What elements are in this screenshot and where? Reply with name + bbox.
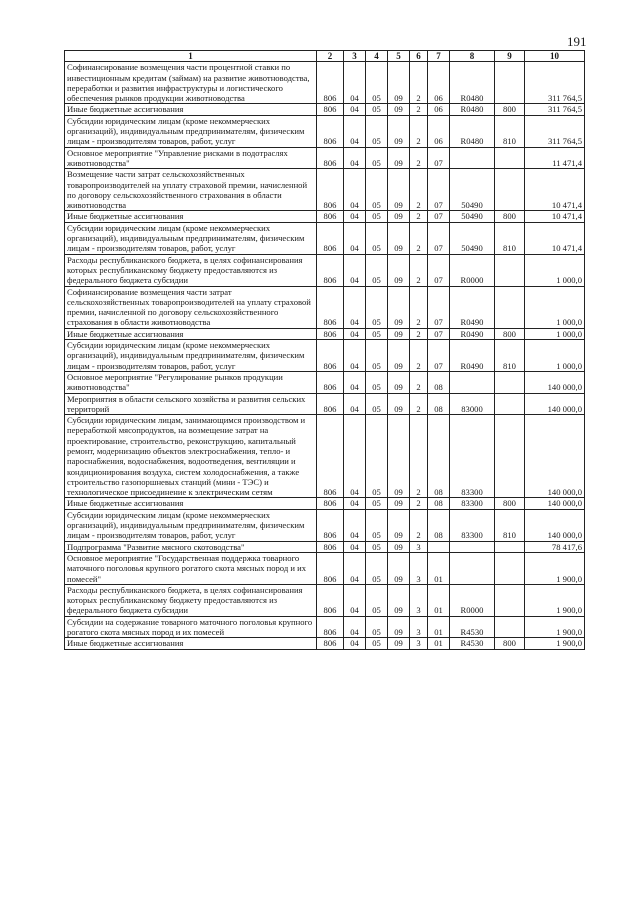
cell-direction: R0490 bbox=[450, 286, 495, 328]
cell-program: 09 bbox=[388, 169, 410, 211]
row-description: Иные бюджетные ассигнования bbox=[65, 211, 317, 222]
cell-program: 09 bbox=[388, 115, 410, 147]
cell-amount: 78 417,6 bbox=[525, 541, 585, 552]
cell-section: 04 bbox=[344, 286, 366, 328]
cell-section: 04 bbox=[344, 328, 366, 339]
cell-section: 04 bbox=[344, 552, 366, 584]
cell-amount: 140 000,0 bbox=[525, 509, 585, 541]
cell-direction: 83300 bbox=[450, 415, 495, 498]
table-row bbox=[65, 104, 585, 115]
cell-program: 09 bbox=[388, 328, 410, 339]
cell-ministry: 806 bbox=[317, 169, 344, 211]
cell-program: 09 bbox=[388, 393, 410, 415]
cell-direction: R0000 bbox=[450, 584, 495, 616]
cell-event: 07 bbox=[428, 328, 450, 339]
cell-subprogram: 3 bbox=[410, 552, 428, 584]
cell-subsection: 05 bbox=[366, 254, 388, 286]
cell-expense-type bbox=[495, 254, 525, 286]
cell-subsection: 05 bbox=[366, 222, 388, 254]
cell-amount: 1 900,0 bbox=[525, 552, 585, 584]
cell-direction: 50490 bbox=[450, 222, 495, 254]
cell-amount: 10 471,4 bbox=[525, 169, 585, 211]
cell-ministry: 806 bbox=[317, 393, 344, 415]
header-cell: 1 bbox=[65, 51, 317, 62]
cell-ministry: 806 bbox=[317, 104, 344, 115]
cell-ministry: 806 bbox=[317, 552, 344, 584]
table-row bbox=[65, 371, 585, 393]
cell-section: 04 bbox=[344, 222, 366, 254]
cell-amount: 140 000,0 bbox=[525, 371, 585, 393]
cell-direction: 83300 bbox=[450, 498, 495, 509]
row-description: Подпрограмма "Развитие мясного скотоводства" bbox=[65, 541, 317, 552]
cell-expense-type bbox=[495, 62, 525, 104]
cell-ministry: 806 bbox=[317, 541, 344, 552]
cell-section: 04 bbox=[344, 509, 366, 541]
cell-ministry: 806 bbox=[317, 115, 344, 147]
cell-subsection: 05 bbox=[366, 211, 388, 222]
budget-table bbox=[64, 50, 585, 650]
cell-amount: 1 000,0 bbox=[525, 328, 585, 339]
table-row bbox=[65, 211, 585, 222]
cell-amount: 1 900,0 bbox=[525, 616, 585, 638]
cell-direction bbox=[450, 552, 495, 584]
cell-subprogram: 2 bbox=[410, 371, 428, 393]
cell-subprogram: 2 bbox=[410, 211, 428, 222]
cell-subsection: 05 bbox=[366, 340, 388, 372]
cell-event: 07 bbox=[428, 169, 450, 211]
cell-event: 08 bbox=[428, 509, 450, 541]
cell-direction: 50490 bbox=[450, 211, 495, 222]
row-description: Основное мероприятие "Управление рисками в подотраслях животноводства" bbox=[65, 147, 317, 169]
cell-subprogram: 2 bbox=[410, 340, 428, 372]
cell-ministry: 806 bbox=[317, 328, 344, 339]
cell-amount: 10 471,4 bbox=[525, 211, 585, 222]
header-cell: 7 bbox=[428, 51, 450, 62]
cell-subprogram: 2 bbox=[410, 62, 428, 104]
cell-direction: 83000 bbox=[450, 393, 495, 415]
cell-amount: 1 900,0 bbox=[525, 584, 585, 616]
row-description: Субсидии на содержание товарного маточного поголовья крупного рогатого скота мясных пород и их помесей bbox=[65, 616, 317, 638]
cell-program: 09 bbox=[388, 371, 410, 393]
table-row bbox=[65, 62, 585, 104]
cell-event: 01 bbox=[428, 638, 450, 649]
cell-amount: 1 000,0 bbox=[525, 340, 585, 372]
cell-event: 07 bbox=[428, 340, 450, 372]
cell-program: 09 bbox=[388, 62, 410, 104]
cell-section: 04 bbox=[344, 104, 366, 115]
cell-ministry: 806 bbox=[317, 509, 344, 541]
cell-section: 04 bbox=[344, 498, 366, 509]
cell-subprogram: 2 bbox=[410, 115, 428, 147]
cell-section: 04 bbox=[344, 415, 366, 498]
cell-expense-type: 810 bbox=[495, 222, 525, 254]
row-description: Иные бюджетные ассигнования bbox=[65, 104, 317, 115]
table-row bbox=[65, 254, 585, 286]
row-description: Мероприятия в области сельского хозяйства и развития сельских территорий bbox=[65, 393, 317, 415]
cell-subsection: 05 bbox=[366, 147, 388, 169]
cell-amount: 140 000,0 bbox=[525, 415, 585, 498]
cell-expense-type bbox=[495, 415, 525, 498]
cell-direction: R0480 bbox=[450, 62, 495, 104]
cell-subsection: 05 bbox=[366, 371, 388, 393]
cell-subsection: 05 bbox=[366, 62, 388, 104]
cell-section: 04 bbox=[344, 340, 366, 372]
cell-subsection: 05 bbox=[366, 541, 388, 552]
table-row bbox=[65, 328, 585, 339]
cell-subprogram: 3 bbox=[410, 584, 428, 616]
cell-direction: R0480 bbox=[450, 115, 495, 147]
cell-subprogram: 2 bbox=[410, 328, 428, 339]
cell-direction: R0480 bbox=[450, 104, 495, 115]
cell-expense-type bbox=[495, 552, 525, 584]
cell-event: 08 bbox=[428, 371, 450, 393]
cell-ministry: 806 bbox=[317, 371, 344, 393]
cell-expense-type bbox=[495, 393, 525, 415]
table-row bbox=[65, 498, 585, 509]
header-cell: 4 bbox=[366, 51, 388, 62]
cell-amount: 311 764,5 bbox=[525, 115, 585, 147]
cell-expense-type: 800 bbox=[495, 211, 525, 222]
header-cell: 2 bbox=[317, 51, 344, 62]
table-row bbox=[65, 340, 585, 372]
cell-event: 08 bbox=[428, 393, 450, 415]
cell-program: 09 bbox=[388, 415, 410, 498]
table-row bbox=[65, 393, 585, 415]
cell-amount: 1 900,0 bbox=[525, 638, 585, 649]
cell-event: 01 bbox=[428, 552, 450, 584]
cell-section: 04 bbox=[344, 147, 366, 169]
cell-subsection: 05 bbox=[366, 509, 388, 541]
cell-event: 07 bbox=[428, 222, 450, 254]
cell-expense-type bbox=[495, 541, 525, 552]
row-description: Субсидии юридическим лицам (кроме некоммерческих организаций), индивидуальным предпринимателям, физическим лицам - производителям товаров, работ, услуг bbox=[65, 222, 317, 254]
cell-direction: R4530 bbox=[450, 638, 495, 649]
cell-subprogram: 2 bbox=[410, 169, 428, 211]
cell-amount: 1 000,0 bbox=[525, 286, 585, 328]
row-description: Основное мероприятие "Регулирование рынков продукции животноводства" bbox=[65, 371, 317, 393]
cell-program: 09 bbox=[388, 509, 410, 541]
cell-program: 09 bbox=[388, 147, 410, 169]
cell-expense-type: 800 bbox=[495, 638, 525, 649]
cell-subsection: 05 bbox=[366, 169, 388, 211]
table-row bbox=[65, 638, 585, 649]
cell-event: 06 bbox=[428, 62, 450, 104]
cell-program: 09 bbox=[388, 638, 410, 649]
row-description: Софинансирование возмещения части затрат сельскохозяйственных товаропроизводителей на уплату страховой премии, начисленной по договору сельскохозяйственного страхования в области животноводства bbox=[65, 286, 317, 328]
table-row bbox=[65, 147, 585, 169]
cell-expense-type: 810 bbox=[495, 115, 525, 147]
cell-section: 04 bbox=[344, 393, 366, 415]
row-description: Основное мероприятие "Государственная поддержка товарного маточного поголовья крупного рогатого скота мясных пород и их помесей" bbox=[65, 552, 317, 584]
row-description: Субсидии юридическим лицам (кроме некоммерческих организаций), индивидуальным предпринимателям, физическим лицам - производителям товаров, работ, услуг bbox=[65, 340, 317, 372]
cell-direction bbox=[450, 541, 495, 552]
table-row bbox=[65, 286, 585, 328]
cell-event: 06 bbox=[428, 104, 450, 115]
cell-event: 06 bbox=[428, 115, 450, 147]
page-number: 191 bbox=[567, 34, 587, 49]
cell-subsection: 05 bbox=[366, 115, 388, 147]
cell-subprogram: 2 bbox=[410, 393, 428, 415]
cell-subsection: 05 bbox=[366, 104, 388, 115]
cell-ministry: 806 bbox=[317, 62, 344, 104]
row-description: Расходы республиканского бюджета, в целях софинансирования которых республиканскому бюджету предоставляются из федерального бюджета субсидии bbox=[65, 584, 317, 616]
cell-program: 09 bbox=[388, 498, 410, 509]
cell-section: 04 bbox=[344, 371, 366, 393]
cell-subprogram: 2 bbox=[410, 147, 428, 169]
cell-expense-type: 800 bbox=[495, 104, 525, 115]
table-row bbox=[65, 509, 585, 541]
cell-program: 09 bbox=[388, 254, 410, 286]
cell-ministry: 806 bbox=[317, 286, 344, 328]
cell-expense-type: 800 bbox=[495, 328, 525, 339]
table-row bbox=[65, 115, 585, 147]
cell-program: 09 bbox=[388, 222, 410, 254]
cell-ministry: 806 bbox=[317, 211, 344, 222]
table-row bbox=[65, 552, 585, 584]
cell-ministry: 806 bbox=[317, 498, 344, 509]
cell-section: 04 bbox=[344, 62, 366, 104]
cell-direction bbox=[450, 147, 495, 169]
cell-ministry: 806 bbox=[317, 340, 344, 372]
cell-subsection: 05 bbox=[366, 616, 388, 638]
cell-subsection: 05 bbox=[366, 286, 388, 328]
cell-event: 01 bbox=[428, 584, 450, 616]
cell-section: 04 bbox=[344, 541, 366, 552]
cell-program: 09 bbox=[388, 286, 410, 328]
cell-subprogram: 2 bbox=[410, 509, 428, 541]
cell-ministry: 806 bbox=[317, 616, 344, 638]
header-cell: 5 bbox=[388, 51, 410, 62]
cell-amount: 140 000,0 bbox=[525, 498, 585, 509]
row-description: Иные бюджетные ассигнования bbox=[65, 498, 317, 509]
row-description: Иные бюджетные ассигнования bbox=[65, 328, 317, 339]
cell-subprogram: 2 bbox=[410, 254, 428, 286]
header-cell: 10 bbox=[525, 51, 585, 62]
cell-direction: 83300 bbox=[450, 509, 495, 541]
cell-subprogram: 3 bbox=[410, 638, 428, 649]
cell-event: 07 bbox=[428, 286, 450, 328]
header-cell: 3 bbox=[344, 51, 366, 62]
cell-event bbox=[428, 541, 450, 552]
row-description: Возмещение части затрат сельскохозяйственных товаропроизводителей на уплату страховой премии, начисленной по договору сельскохозяйственного страхования в области животноводства bbox=[65, 169, 317, 211]
row-description: Расходы республиканского бюджета, в целях софинансирования которых республиканскому бюджету предоставляются из федерального бюджета субсидии bbox=[65, 254, 317, 286]
cell-expense-type bbox=[495, 584, 525, 616]
cell-subprogram: 2 bbox=[410, 286, 428, 328]
row-description: Субсидии юридическим лицам, занимающимся производством и переработкой мясопродуктов, на возмещение затрат на проектирование, строительство, реконструкцию, капитальный ремонт, модернизацию объектов электроснабжения, тепло- и пароснабжения, водоснабжения, водоотведения, вентиляции и кондиционирования воздуха, систем холодоснабжения, а также строительство газопоршневых станций (мини - ТЭС) и технологическое присоединение к электрическим сетям bbox=[65, 415, 317, 498]
cell-subprogram: 2 bbox=[410, 415, 428, 498]
cell-subsection: 05 bbox=[366, 584, 388, 616]
cell-ministry: 806 bbox=[317, 638, 344, 649]
cell-program: 09 bbox=[388, 541, 410, 552]
cell-amount: 140 000,0 bbox=[525, 393, 585, 415]
cell-direction bbox=[450, 371, 495, 393]
cell-direction: R0490 bbox=[450, 340, 495, 372]
cell-program: 09 bbox=[388, 552, 410, 584]
cell-ministry: 806 bbox=[317, 415, 344, 498]
table-row bbox=[65, 415, 585, 498]
header-cell: 8 bbox=[450, 51, 495, 62]
cell-ministry: 806 bbox=[317, 584, 344, 616]
cell-ministry: 806 bbox=[317, 222, 344, 254]
cell-event: 07 bbox=[428, 211, 450, 222]
cell-amount: 11 471,4 bbox=[525, 147, 585, 169]
row-description: Иные бюджетные ассигнования bbox=[65, 638, 317, 649]
cell-subprogram: 2 bbox=[410, 498, 428, 509]
cell-event: 07 bbox=[428, 254, 450, 286]
cell-program: 09 bbox=[388, 104, 410, 115]
cell-event: 01 bbox=[428, 616, 450, 638]
cell-program: 09 bbox=[388, 211, 410, 222]
cell-program: 09 bbox=[388, 616, 410, 638]
cell-subprogram: 3 bbox=[410, 616, 428, 638]
table-row bbox=[65, 584, 585, 616]
cell-section: 04 bbox=[344, 616, 366, 638]
cell-expense-type: 800 bbox=[495, 498, 525, 509]
table-row bbox=[65, 541, 585, 552]
cell-subsection: 05 bbox=[366, 393, 388, 415]
cell-section: 04 bbox=[344, 584, 366, 616]
cell-amount: 311 764,5 bbox=[525, 104, 585, 115]
cell-amount: 311 764,5 bbox=[525, 62, 585, 104]
cell-ministry: 806 bbox=[317, 147, 344, 169]
row-description: Субсидии юридическим лицам (кроме некоммерческих организаций), индивидуальным предпринимателям, физическим лицам - производителям товаров, работ, услуг bbox=[65, 509, 317, 541]
row-description: Субсидии юридическим лицам (кроме некоммерческих организаций), индивидуальным предпринимателям, физическим лицам - производителям товаров, работ, услуг bbox=[65, 115, 317, 147]
cell-direction: R0490 bbox=[450, 328, 495, 339]
cell-expense-type: 810 bbox=[495, 340, 525, 372]
cell-subsection: 05 bbox=[366, 498, 388, 509]
header-cell: 6 bbox=[410, 51, 428, 62]
cell-direction: R4530 bbox=[450, 616, 495, 638]
header-row bbox=[65, 51, 585, 62]
table-row bbox=[65, 616, 585, 638]
cell-expense-type: 810 bbox=[495, 509, 525, 541]
cell-amount: 10 471,4 bbox=[525, 222, 585, 254]
cell-section: 04 bbox=[344, 211, 366, 222]
cell-subprogram: 2 bbox=[410, 104, 428, 115]
cell-subprogram: 2 bbox=[410, 222, 428, 254]
cell-subsection: 05 bbox=[366, 328, 388, 339]
cell-direction: 50490 bbox=[450, 169, 495, 211]
cell-section: 04 bbox=[344, 169, 366, 211]
table-row bbox=[65, 169, 585, 211]
cell-expense-type bbox=[495, 616, 525, 638]
cell-expense-type bbox=[495, 169, 525, 211]
cell-expense-type bbox=[495, 371, 525, 393]
cell-expense-type bbox=[495, 286, 525, 328]
cell-program: 09 bbox=[388, 340, 410, 372]
cell-event: 08 bbox=[428, 498, 450, 509]
cell-subsection: 05 bbox=[366, 638, 388, 649]
cell-amount: 1 000,0 bbox=[525, 254, 585, 286]
cell-section: 04 bbox=[344, 115, 366, 147]
cell-expense-type bbox=[495, 147, 525, 169]
cell-program: 09 bbox=[388, 584, 410, 616]
cell-subsection: 05 bbox=[366, 552, 388, 584]
cell-subsection: 05 bbox=[366, 415, 388, 498]
cell-subprogram: 3 bbox=[410, 541, 428, 552]
cell-event: 08 bbox=[428, 415, 450, 498]
table-row bbox=[65, 222, 585, 254]
cell-section: 04 bbox=[344, 254, 366, 286]
header-cell: 9 bbox=[495, 51, 525, 62]
row-description: Софинансирование возмещения части процентной ставки по инвестиционным кредитам (займам) на развитие животноводства, переработки и развития инфраструктуры и логистического обеспечения рынков продукции животноводства bbox=[65, 62, 317, 104]
cell-section: 04 bbox=[344, 638, 366, 649]
cell-ministry: 806 bbox=[317, 254, 344, 286]
cell-event: 07 bbox=[428, 147, 450, 169]
cell-direction: R0000 bbox=[450, 254, 495, 286]
